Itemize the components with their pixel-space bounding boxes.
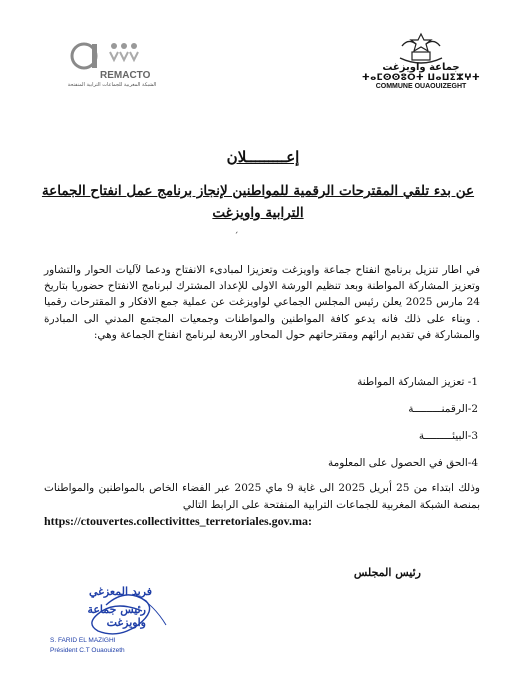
intro-paragraph: في اطار تنزيل برنامج انفتاح جماعة واويزغت وتعزيزا لمبادىء الانفتاح ودعما لآليات الحوار والتشاور وتعزيز المشاركة المواطنة وبعد تنظيم الورشة الاولى للإعداد المشترك لبرنامج الانفتاح حضوريا بتاريخ 24 مارس 2025 يعلن رئيس المجلس الجماعي لواويزغت عن عملية جمع الافكار و المقترحات رقميا . وبناء على ذلك فانه يدعو كافة المواطنين والمواطنات وجمعيات المجتمع المدني الى المبادرة والمشاركة في تقديم ارائهم ومقترحاتهم حول المحاور الاربعة لبرنامج انفتاح الجماعة وهي: bbox=[44, 264, 480, 341]
commune-name-tifinagh: ⵜⴰⵎⵙⵙⵓⵔⵜ ⵡⴰⵡⵉⵣⵖⵜ bbox=[361, 73, 481, 83]
axis-item-4: 4-الحق في الحصول على المعلومة bbox=[328, 457, 478, 469]
remacto-caption: الشبكة المغربية للجماعات الترابية المنفتحة bbox=[67, 82, 157, 88]
commune-name-french: COMMUNE OUAOUIZEGHT bbox=[375, 83, 467, 90]
axis-item-2: 2-الرقمنـــــــــة bbox=[408, 403, 478, 415]
commune-name-arabic: جماعة واويزغت bbox=[382, 62, 460, 73]
remacto-wordmark: REMACTO bbox=[100, 70, 151, 81]
closing-paragraph: وذلك ابتداء من 25 أبريل 2025 الى غاية 9 ماي 2025 عبر الفضاء الخاص بالمواطنين والمواطنات بمنصة الشبكة المغربية للجماعات الترابية المنفتحة على الرابط التالي bbox=[44, 482, 481, 511]
signer-title: رئيس المجلس bbox=[353, 566, 421, 579]
announcement-title-text: إعـــــــــلان bbox=[226, 148, 300, 166]
stamp-name-french: S. FARID EL MAZIGHI bbox=[50, 637, 116, 644]
remacto-emblem-icon bbox=[62, 38, 162, 82]
platform-url[interactable]: https://ctouvertes.collectivittes_terretoriales.gov.ma: bbox=[44, 514, 313, 528]
stamp-name-arabic: فريد المعزغي bbox=[88, 585, 152, 598]
remacto-logo bbox=[62, 38, 162, 94]
official-stamp bbox=[46, 585, 186, 663]
axis-item-3: 3-البيئـــــــــة bbox=[418, 430, 478, 442]
stamp-role-french: Président C.T Ouaouizeth bbox=[50, 647, 125, 654]
commune-emblem bbox=[356, 32, 486, 98]
stamp-role-arabic: رئيس جماعة واويزغت bbox=[87, 603, 146, 629]
announcement-subtitle: عن بدء تلقي المقترحات الرقمية للمواطنين لإنجاز برنامج عمل انفتاح الجماعة الترابية واويزغت bbox=[41, 183, 475, 221]
announcement-title bbox=[0, 148, 526, 166]
axis-item-1: 1- تعزيز المشاركة المواطنة bbox=[357, 376, 478, 388]
pen-mark: ˊ bbox=[234, 232, 239, 242]
coat-of-arms-icon bbox=[396, 32, 446, 64]
